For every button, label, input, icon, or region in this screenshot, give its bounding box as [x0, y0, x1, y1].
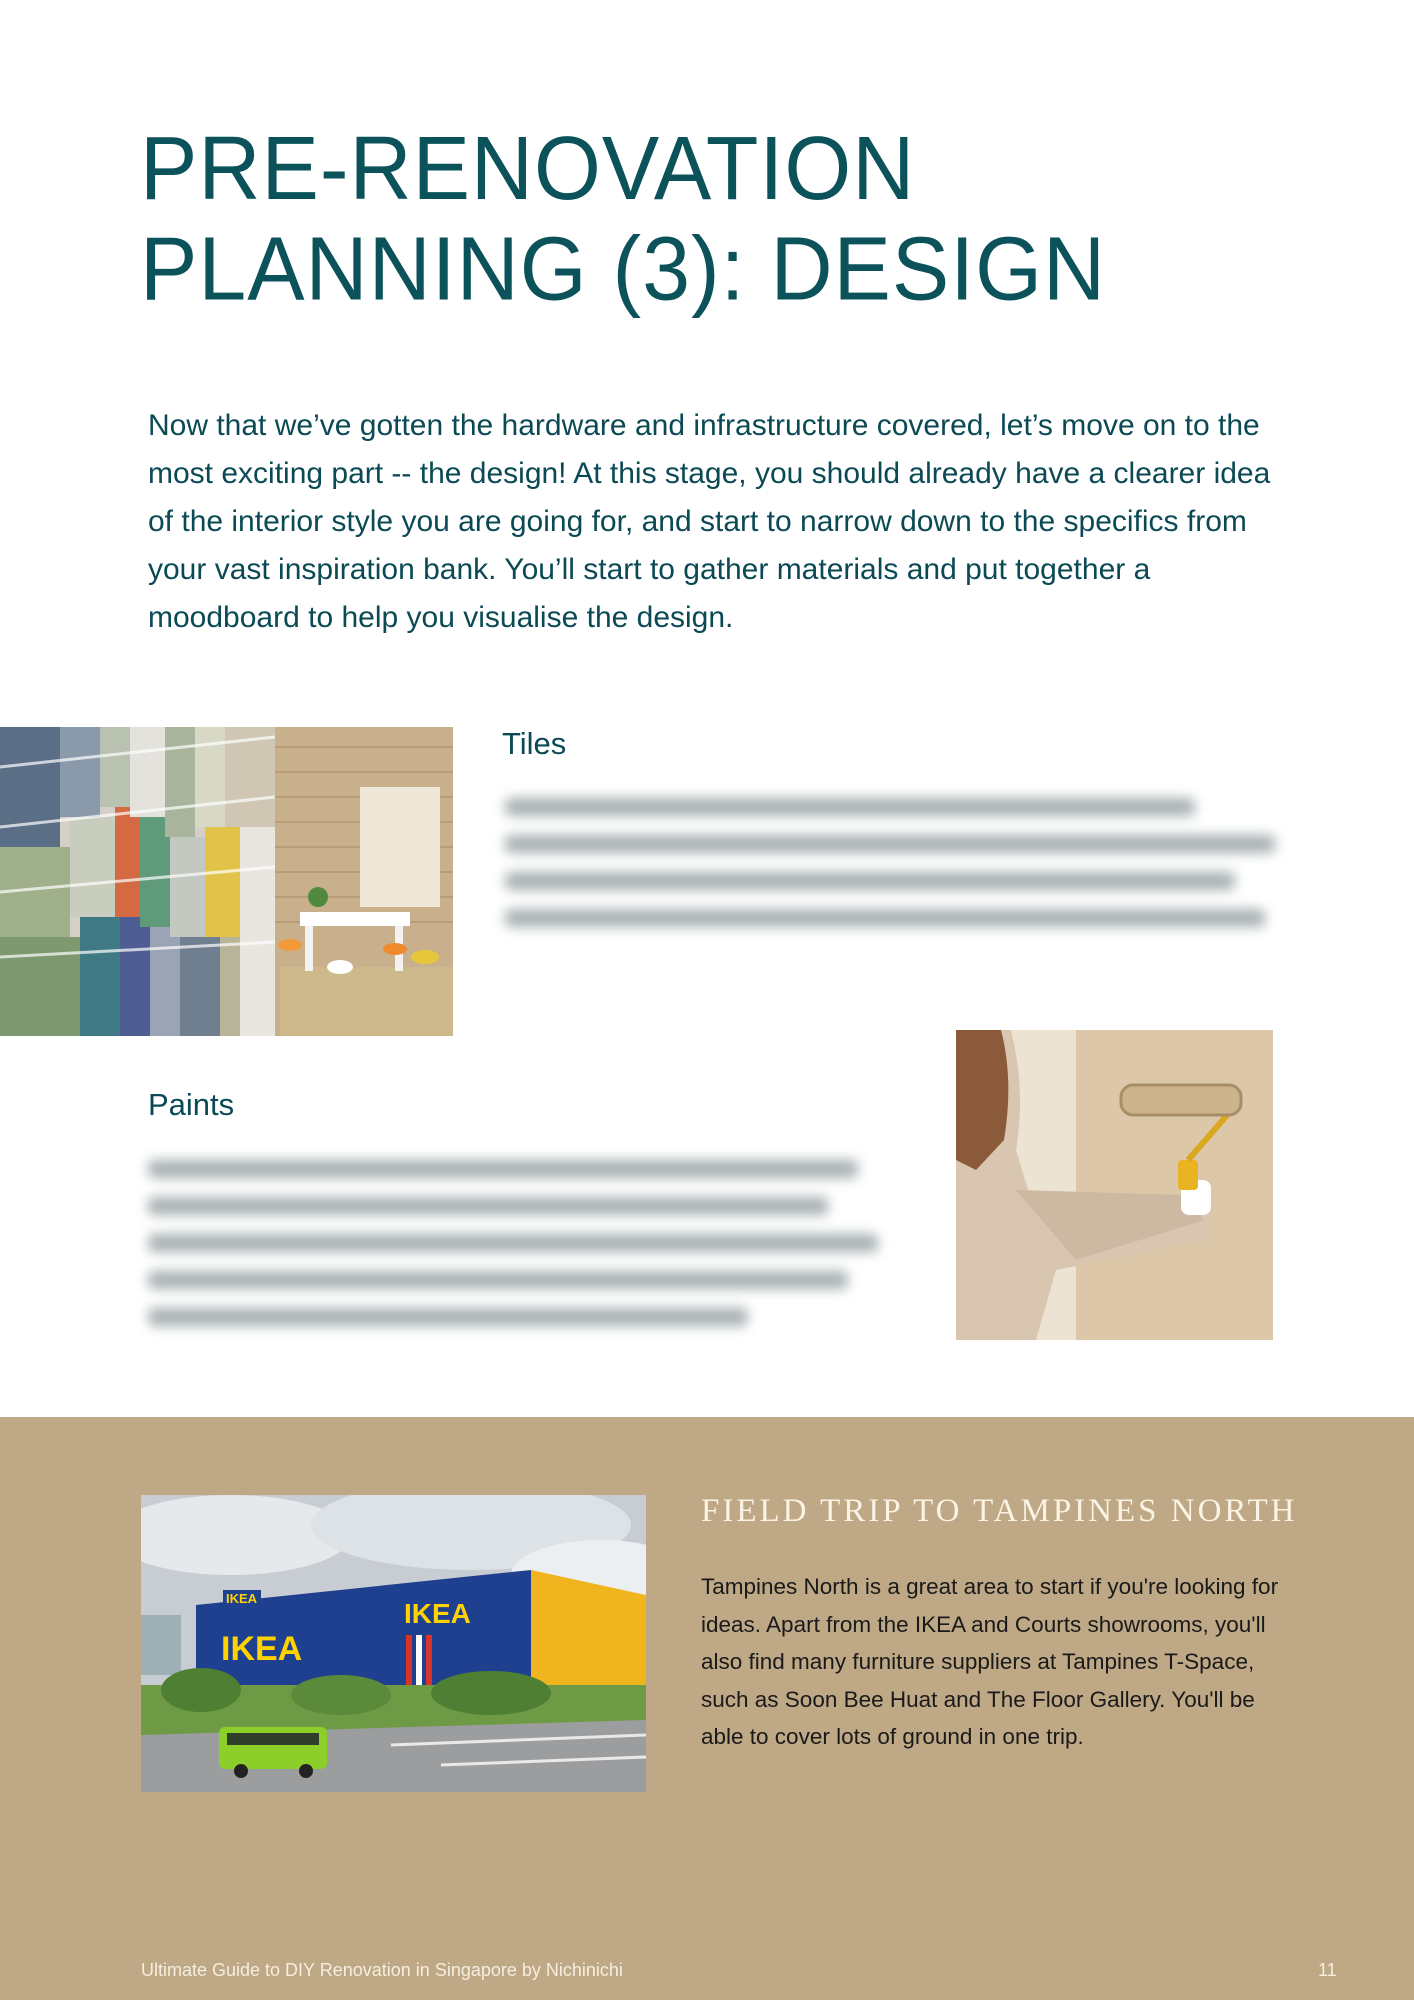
- tiles-showroom-illustration: [0, 727, 453, 1036]
- ikea-store-illustration: [141, 1495, 646, 1792]
- tiles-showroom-image: [0, 727, 453, 1036]
- paint-roller-image: [956, 1030, 1273, 1340]
- paints-heading: Paints: [148, 1087, 235, 1122]
- field-trip-heading: FIELD TRIP TO TAMPINES NORTH: [701, 1493, 1298, 1529]
- footer-text: Ultimate Guide to DIY Renovation in Singapore by Nichinichi: [141, 1960, 623, 1980]
- page-title-line-1: PRE-RENOVATION: [140, 118, 916, 219]
- ikea-sign-large: IKEA: [221, 1630, 303, 1668]
- page-number: 11: [1318, 1960, 1337, 1980]
- ikea-store-image: [141, 1495, 646, 1792]
- paint-roller-illustration: [956, 1030, 1273, 1340]
- tiles-heading: Tiles: [502, 726, 567, 761]
- paints-body-blurred: [148, 1152, 888, 1353]
- blurred-text-lines: [505, 790, 1275, 940]
- field-trip-body: Tampines North is a great area to start if you're looking for ideas. Apart from the IKEA and Courts showrooms, you'll also find many furniture suppliers at Tampines T-Space, such as Soon Bee Huat and The Floor Gallery. You'll be able to cover lots of ground in one trip.: [701, 1574, 1279, 1749]
- page-title: [140, 118, 1106, 320]
- tiles-body-blurred: [505, 790, 1275, 951]
- page-title-line-2: PLANNING (3): DESIGN: [140, 218, 1107, 320]
- intro-paragraph: Now that we’ve gotten the hardware and infrastructure covered, let’s move on to the most exciting part -- the design! At this stage, you should already have a clearer idea of the interior style you are going for, and start to narrow down to the specifics from your vast inspiration bank. You’ll start to gather materials and put together a moodboard to help you visualise the design.: [148, 409, 1271, 634]
- ikea-sign-roof: IKEA: [404, 1598, 471, 1629]
- ikea-sign-small: IKEA: [226, 1591, 258, 1606]
- blurred-text-lines: [148, 1152, 888, 1342]
